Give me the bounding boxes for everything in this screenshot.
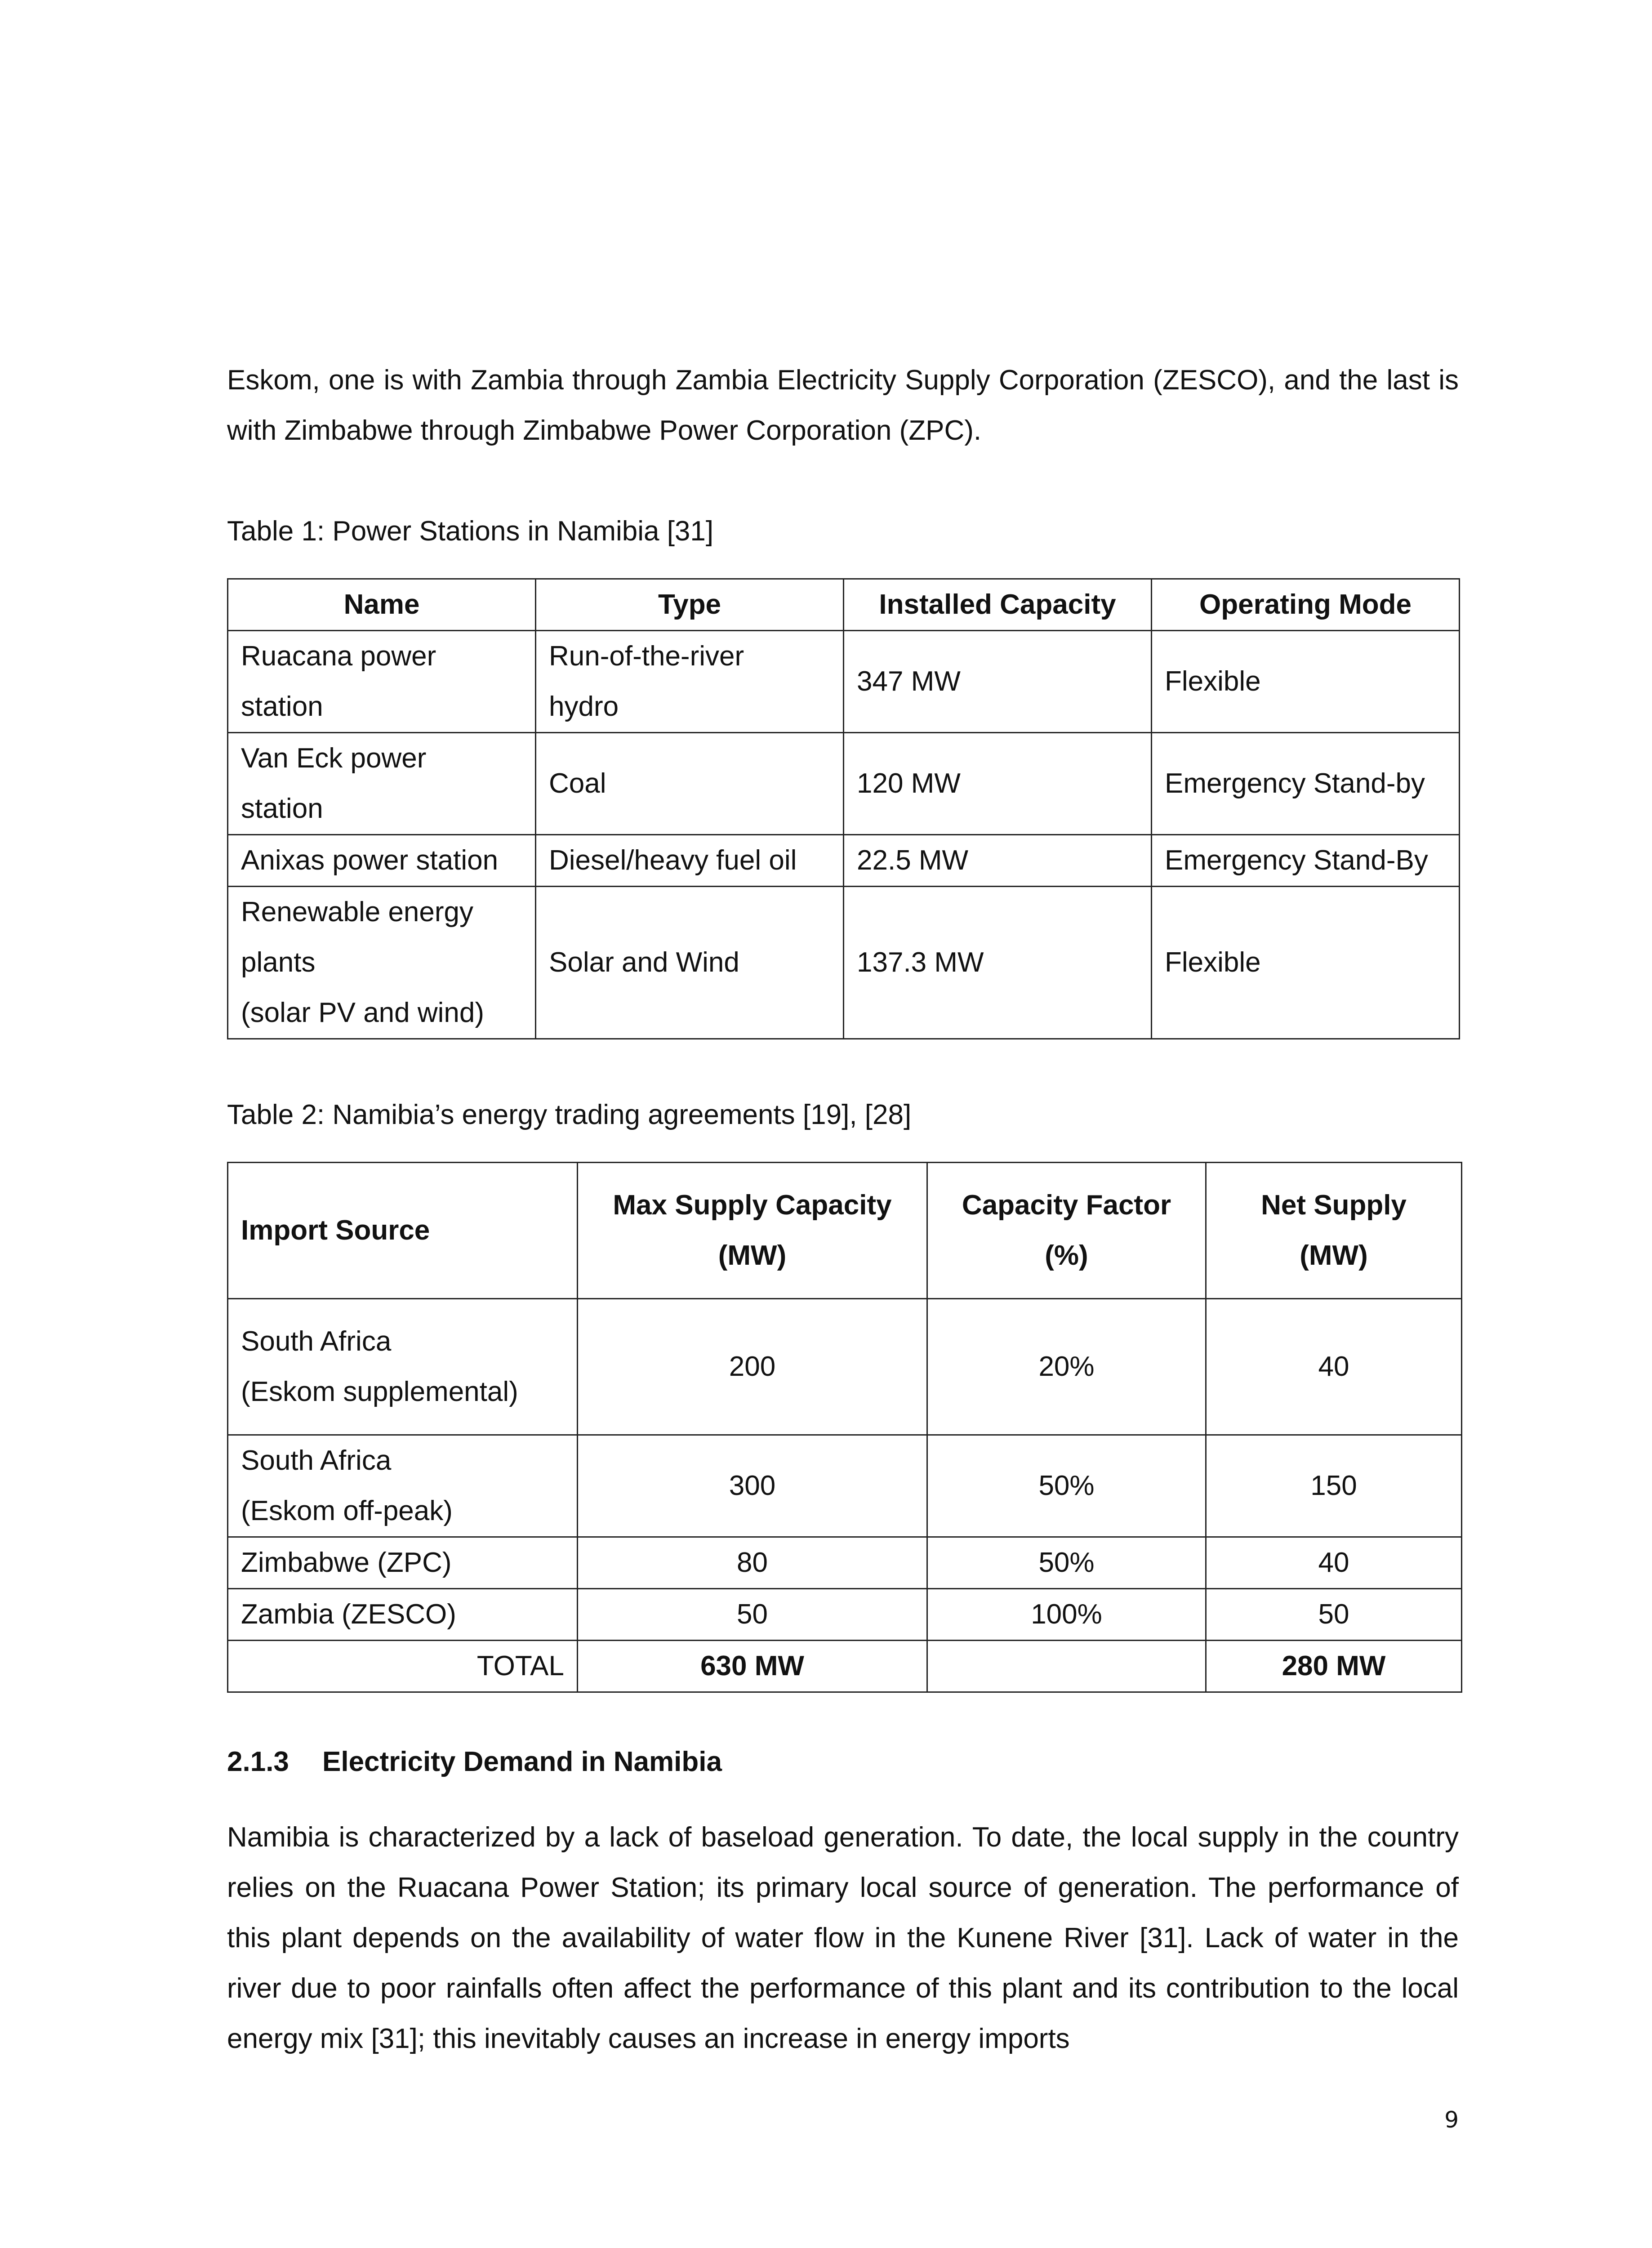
max-supply-cell: 200 — [578, 1299, 927, 1435]
net-supply-cell: 40 — [1206, 1537, 1462, 1589]
header-line: Max Supply Capacity — [613, 1190, 892, 1221]
total-label-cell: TOTAL — [228, 1641, 578, 1692]
operating-mode-cell: Emergency Stand-By — [1152, 835, 1460, 887]
station-name-cell — [228, 733, 536, 835]
installed-capacity-cell: 22.5 MW — [844, 835, 1152, 887]
station-name-line: station — [241, 691, 323, 722]
section-number: 2.1.3 — [227, 1746, 289, 1777]
table-header-row — [228, 579, 1460, 631]
header-line: (%) — [1045, 1240, 1088, 1271]
column-header-operating-mode: Operating Mode — [1152, 579, 1460, 631]
capacity-factor-cell: 50% — [927, 1435, 1206, 1537]
capacity-factor-cell: 20% — [927, 1299, 1206, 1435]
table-row — [228, 835, 1460, 887]
max-supply-cell: 300 — [578, 1435, 927, 1537]
power-stations-table — [227, 578, 1460, 1039]
operating-mode-cell: Flexible — [1152, 631, 1460, 733]
column-header-type: Type — [536, 579, 844, 631]
column-header-capacity-factor — [927, 1163, 1206, 1299]
intro-paragraph: Eskom, one is with Zambia through Zambia Electricity Supply Corporation (ZESCO), and the last is with Zimbabwe through Zimbabwe Power Corporation (ZPC). — [227, 365, 1459, 446]
installed-capacity-cell: 137.3 MW — [844, 887, 1152, 1039]
table-row — [228, 1435, 1462, 1537]
total-capacity-factor-cell — [927, 1641, 1206, 1692]
net-supply-cell: 40 — [1206, 1299, 1462, 1435]
page-number: 9 — [1444, 2107, 1459, 2133]
station-name-cell — [228, 631, 536, 733]
table-row — [228, 1299, 1462, 1435]
operating-mode-cell: Emergency Stand-by — [1152, 733, 1460, 835]
import-source-cell: Zambia (ZESCO) — [228, 1589, 578, 1641]
net-supply-cell: 50 — [1206, 1589, 1462, 1641]
header-line: Capacity Factor — [962, 1190, 1171, 1221]
table1-caption: Table 1: Power Stations in Namibia [31] — [227, 516, 714, 547]
table-header-row — [228, 1163, 1462, 1299]
header-line: (MW) — [718, 1240, 787, 1271]
column-header-name: Name — [228, 579, 536, 631]
capacity-factor-cell: 100% — [927, 1589, 1206, 1641]
total-row — [228, 1641, 1462, 1692]
energy-trading-table — [227, 1162, 1462, 1693]
operating-mode-cell: Flexible — [1152, 887, 1460, 1039]
station-type-line: Run-of-the-river — [549, 641, 744, 672]
net-supply-cell: 150 — [1206, 1435, 1462, 1537]
station-name-line: Ruacana power — [241, 641, 436, 672]
station-name-line: (solar PV and wind) — [241, 997, 485, 1028]
total-max-supply-cell: 630 MW — [578, 1641, 927, 1692]
station-type-cell: Coal — [536, 733, 844, 835]
import-source-cell — [228, 1299, 578, 1435]
capacity-factor-cell: 50% — [927, 1537, 1206, 1589]
max-supply-cell: 80 — [578, 1537, 927, 1589]
import-source-cell — [228, 1435, 578, 1537]
station-type-line: hydro — [549, 691, 619, 722]
station-name-line: plants — [241, 947, 316, 978]
header-line: (MW) — [1300, 1240, 1368, 1271]
station-type-cell: Diesel/heavy fuel oil — [536, 835, 844, 887]
import-source-line: (Eskom supplemental) — [241, 1376, 518, 1407]
installed-capacity-cell: 120 MW — [844, 733, 1152, 835]
total-net-supply-cell: 280 MW — [1206, 1641, 1462, 1692]
column-header-net-supply — [1206, 1163, 1462, 1299]
table-row — [228, 631, 1460, 733]
table-row — [228, 1589, 1462, 1641]
page-content — [227, 355, 1459, 2064]
section-title: Electricity Demand in Namibia — [322, 1746, 722, 1777]
table-row — [228, 1537, 1462, 1589]
import-source-cell: Zimbabwe (ZPC) — [228, 1537, 578, 1589]
column-header-installed-capacity: Installed Capacity — [844, 579, 1152, 631]
max-supply-cell: 50 — [578, 1589, 927, 1641]
station-name-cell — [228, 887, 536, 1039]
table-row — [228, 733, 1460, 835]
header-line: Net Supply — [1261, 1190, 1407, 1221]
body-paragraph: Namibia is characterized by a lack of baseload generation. To date, the local supply in the country relies on the Ruacana Power Station; its primary local source of generation. The performance of this plant depends on the availability of water flow in the Kunene River [31]. Lack of water in the river due to poor rainfalls often affect the performance of this plant and its contribution to the local energy mix [31]; this inevitably causes an increase in energy imports — [227, 1822, 1459, 2054]
station-name-line: station — [241, 793, 323, 824]
import-source-line: (Eskom off-peak) — [241, 1495, 453, 1526]
column-header-import-source: Import Source — [228, 1163, 578, 1299]
station-type-cell: Solar and Wind — [536, 887, 844, 1039]
import-source-line: South Africa — [241, 1326, 392, 1357]
import-source-line: South Africa — [241, 1445, 392, 1476]
table2-caption: Table 2: Namibia’s energy trading agreements [19], [28] — [227, 1099, 912, 1130]
column-header-max-supply — [578, 1163, 927, 1299]
station-name-line: Renewable energy — [241, 897, 474, 928]
installed-capacity-cell: 347 MW — [844, 631, 1152, 733]
station-name-cell: Anixas power station — [228, 835, 536, 887]
station-type-cell — [536, 631, 844, 733]
table-row — [228, 887, 1460, 1039]
section-heading — [227, 1737, 1459, 1787]
station-name-line: Van Eck power — [241, 743, 427, 774]
